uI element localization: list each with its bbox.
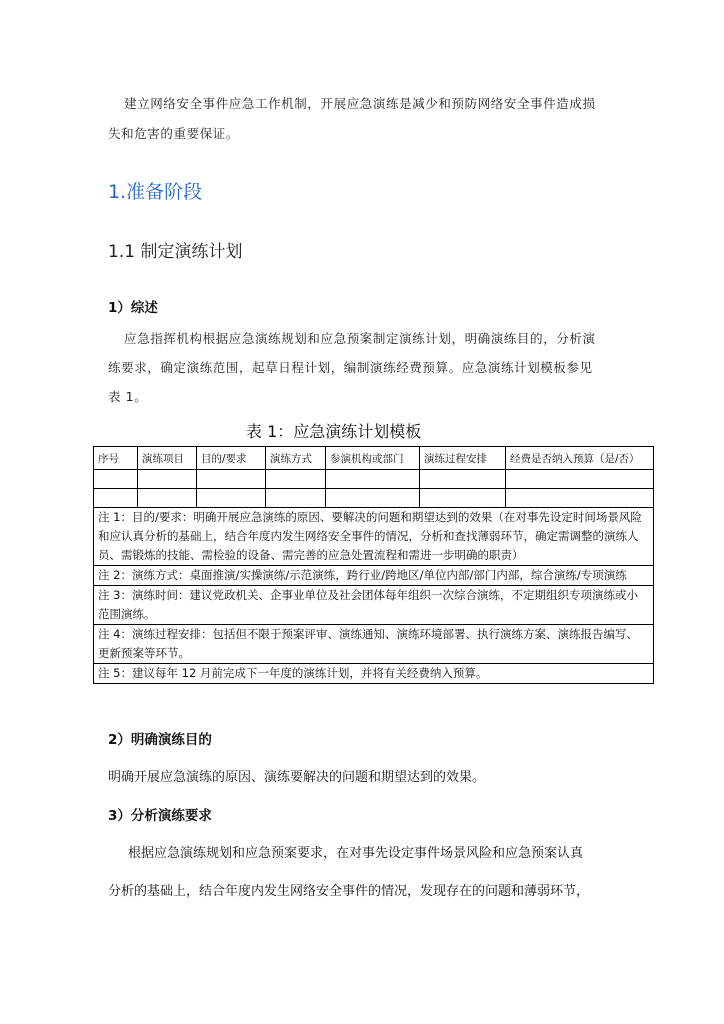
header-cell-method: 演练方式	[266, 447, 326, 470]
requirements-heading: 3）分析演练要求	[108, 808, 212, 824]
table-cell	[197, 489, 266, 508]
overview-heading: 1）综述	[108, 300, 158, 316]
intro-line-1: 建立网络安全事件应急工作机制，开展应急演练是减少和预防网络安全事件造成损	[124, 96, 596, 111]
subsection-heading-plan: 1.1 制定演练计划	[108, 242, 243, 262]
requirements-line-1: 根据应急演练规划和应急预案要求，在对事先设定事件场景风险和应急预案认真	[128, 846, 584, 861]
table-cell	[326, 489, 420, 508]
header-cell-process: 演练过程安排	[420, 447, 506, 470]
section-heading-preparation: 1.准备阶段	[108, 181, 203, 203]
table-row	[94, 489, 654, 508]
header-cell-participants: 参演机构或部门	[326, 447, 420, 470]
header-cell-project: 演练项目	[138, 447, 197, 470]
note-4: 注 4：演练过程安排：包括但不限于预案评审、演练通知、演练环境部署、执行演练方案、演练报告编写、更新预案等环节。	[94, 625, 654, 664]
intro-line-2: 失和危害的重要保证。	[108, 126, 240, 141]
table-cell	[420, 470, 506, 489]
table-cell	[506, 470, 654, 489]
table-note-row	[94, 508, 654, 566]
table-cell	[138, 470, 197, 489]
note-2: 注 2：演练方式：桌面推演/实操演练/示范演练，跨行业/跨地区/单位内部/部门内部，综合演练/专项演练	[94, 566, 654, 586]
table-cell	[94, 470, 138, 489]
table-cell	[266, 470, 326, 489]
table-note-row	[94, 586, 654, 625]
note-1: 注 1：目的/要求：明确开展应急演练的原因、要解决的问题和期望达到的效果（在对事先设定时间场景风险和应认真分析的基础上，结合年度内发生网络安全事件的情况，分析和查找薄弱环节，确定需调整的演练人员、需锻炼的技能、需检验的设备、需完善的应急处置流程和需进一步明确的职责）	[94, 508, 654, 566]
purpose-heading: 2）明确演练目的	[108, 732, 212, 748]
table-cell	[197, 470, 266, 489]
header-cell-purpose: 目的/要求	[197, 447, 266, 470]
table-note-row	[94, 566, 654, 586]
table-header-row	[94, 447, 654, 470]
purpose-text: 明确开展应急演练的原因、演练要解决的问题和期望达到的效果。	[108, 770, 486, 785]
overview-line-3: 表 1。	[108, 389, 148, 404]
overview-line-1: 应急指挥机构根据应急演练规划和应急预案制定演练计划，明确演练目的，分析演	[124, 331, 596, 346]
table-note-row	[94, 664, 654, 684]
overview-line-2: 练要求，确定演练范围，起草日程计划，编制演练经费预算。应急演练计划模板参见	[108, 360, 593, 375]
table-cell	[94, 489, 138, 508]
table-note-row	[94, 625, 654, 664]
table-cell	[326, 470, 420, 489]
table-cell	[420, 489, 506, 508]
table-cell	[506, 489, 654, 508]
header-cell-index: 序号	[94, 447, 138, 470]
note-3: 注 3：演练时间：建议党政机关、企事业单位及社会团体每年组织一次综合演练，不定期组织专项演练或小范围演练。	[94, 586, 654, 625]
note-5: 注 5：建议每年 12 月前完成下一年度的演练计划，并将有关经费纳入预算。	[94, 664, 654, 684]
drill-plan-table	[93, 446, 654, 684]
table-cell	[266, 489, 326, 508]
table-cell	[138, 489, 197, 508]
table-caption: 表 1：应急演练计划模板	[246, 422, 422, 441]
requirements-line-2: 分析的基础上，结合年度内发生网络安全事件的情况，发现存在的问题和薄弱环节，	[108, 884, 590, 899]
header-cell-budget: 经费是否纳入预算（是/否）	[506, 447, 654, 470]
table-row	[94, 470, 654, 489]
